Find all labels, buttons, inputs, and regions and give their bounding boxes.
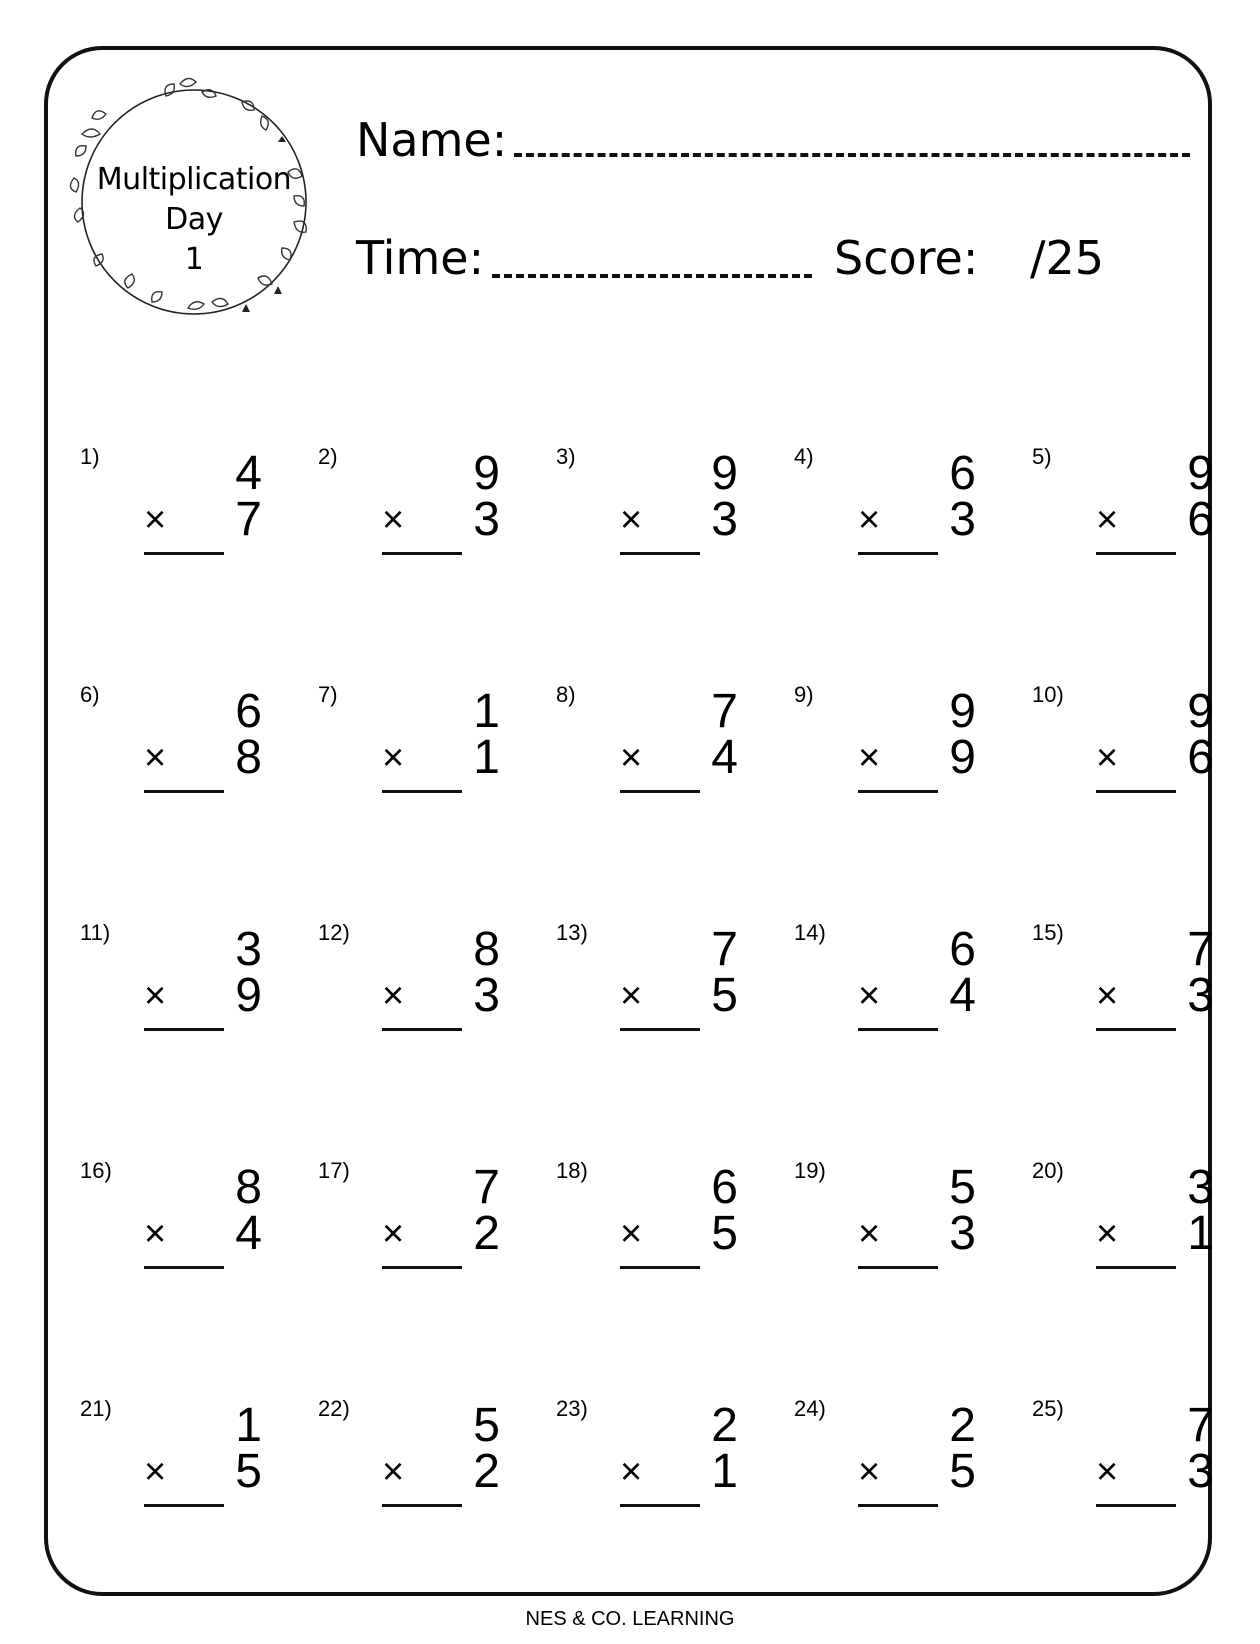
problem-24 (794, 1396, 994, 1546)
times-sign: × (1096, 1213, 1119, 1255)
answer-line[interactable] (1096, 1266, 1176, 1269)
problem-number: 24) (794, 1396, 826, 1421)
times-sign: × (620, 737, 643, 779)
multiplicand: 1 (235, 1399, 262, 1452)
answer-line[interactable] (382, 552, 462, 555)
problem-number: 13) (556, 920, 588, 945)
problem-5 (1032, 444, 1232, 594)
times-sign: × (1096, 499, 1119, 541)
multiplier: 3 (1187, 969, 1214, 1022)
multiplier: 9 (235, 969, 262, 1022)
answer-line[interactable] (620, 790, 700, 793)
answer-line[interactable] (858, 552, 938, 555)
multiplicand: 7 (1187, 1399, 1214, 1452)
times-sign: × (620, 1451, 643, 1493)
multiplier-row (144, 970, 262, 1022)
problem-25 (1032, 1396, 1232, 1546)
problem-21 (80, 1396, 280, 1546)
problem-number: 3) (556, 444, 576, 469)
multiplier-row (144, 1208, 262, 1260)
problem-23 (556, 1396, 756, 1546)
answer-line[interactable] (382, 1266, 462, 1269)
problem-number: 17) (318, 1158, 350, 1183)
answer-line[interactable] (858, 1028, 938, 1031)
answer-line[interactable] (382, 1504, 462, 1507)
problem-12 (318, 920, 518, 1070)
multiplier: 3 (711, 493, 738, 546)
multiplier-row (858, 494, 976, 546)
times-sign: × (858, 975, 881, 1017)
answer-line[interactable] (620, 1266, 700, 1269)
times-sign: × (1096, 1451, 1119, 1493)
multiplicand: 7 (711, 923, 738, 976)
answer-line[interactable] (382, 1028, 462, 1031)
multiplier: 3 (1187, 1445, 1214, 1498)
multiplier-row (144, 732, 262, 784)
problem-20 (1032, 1158, 1232, 1308)
multiplier-row (858, 1208, 976, 1260)
multiplier-row (382, 494, 500, 546)
multiplicand: 4 (235, 447, 262, 500)
multiplier: 6 (1187, 493, 1214, 546)
multiplier: 8 (235, 731, 262, 784)
times-sign: × (858, 1213, 881, 1255)
multiplier-row (858, 732, 976, 784)
multiplier-row (1096, 732, 1214, 784)
times-sign: × (858, 737, 881, 779)
problem-18 (556, 1158, 756, 1308)
footer-credit: NES & CO. LEARNING (525, 1608, 735, 1630)
multiplier-row (1096, 494, 1214, 546)
problem-number: 10) (1032, 682, 1064, 707)
answer-line[interactable] (620, 552, 700, 555)
problem-11 (80, 920, 280, 1070)
multiplier-row (1096, 1208, 1214, 1260)
badge-line-3: 1 (184, 242, 204, 277)
multiplicand: 8 (473, 923, 500, 976)
problem-number: 21) (80, 1396, 112, 1421)
multiplier: 1 (711, 1445, 738, 1498)
multiplier-row (620, 970, 738, 1022)
multiplier: 9 (949, 731, 976, 784)
multiplicand: 7 (711, 685, 738, 738)
multiplier-row (620, 494, 738, 546)
multiplier: 3 (949, 1207, 976, 1260)
multiplier-row (620, 1446, 738, 1498)
multiplier-row (1096, 1446, 1214, 1498)
problem-number: 23) (556, 1396, 588, 1421)
problem-number: 6) (80, 682, 100, 707)
problem-number: 16) (80, 1158, 112, 1183)
problem-number: 22) (318, 1396, 350, 1421)
multiplicand: 6 (949, 447, 976, 500)
answer-line[interactable] (1096, 790, 1176, 793)
badge-title (82, 160, 306, 280)
multiplicand: 7 (473, 1161, 500, 1214)
multiplier-row (382, 732, 500, 784)
times-sign: × (858, 499, 881, 541)
times-sign: × (1096, 975, 1119, 1017)
problem-2 (318, 444, 518, 594)
problem-number: 4) (794, 444, 814, 469)
name-label: Name: (356, 113, 508, 167)
multiplier-row (620, 1208, 738, 1260)
answer-line[interactable] (144, 1504, 224, 1507)
times-sign: × (144, 499, 167, 541)
problem-22 (318, 1396, 518, 1546)
answer-line[interactable] (144, 1028, 224, 1031)
multiplicand: 6 (235, 685, 262, 738)
answer-line[interactable] (858, 790, 938, 793)
answer-line[interactable] (144, 790, 224, 793)
problem-17 (318, 1158, 518, 1308)
multiplicand: 2 (949, 1399, 976, 1452)
multiplier: 4 (711, 731, 738, 784)
multiplier: 4 (949, 969, 976, 1022)
score-label: Score: (834, 231, 979, 285)
times-sign: × (144, 1213, 167, 1255)
multiplier-row (144, 1446, 262, 1498)
answer-line[interactable] (620, 1504, 700, 1507)
problem-number: 18) (556, 1158, 588, 1183)
multiplicand: 3 (235, 923, 262, 976)
multiplier: 3 (949, 493, 976, 546)
multiplicand: 9 (1187, 685, 1214, 738)
multiplier-row (620, 732, 738, 784)
multiplicand: 9 (473, 447, 500, 500)
problem-number: 19) (794, 1158, 826, 1183)
problem-number: 12) (318, 920, 350, 945)
multiplicand: 9 (949, 685, 976, 738)
problem-number: 5) (1032, 444, 1052, 469)
multiplier: 5 (949, 1445, 976, 1498)
multiplier: 1 (1187, 1207, 1214, 1260)
times-sign: × (382, 737, 405, 779)
problem-number: 25) (1032, 1396, 1064, 1421)
problem-number: 15) (1032, 920, 1064, 945)
problem-13 (556, 920, 756, 1070)
answer-line[interactable] (144, 1266, 224, 1269)
badge-line-1: Multiplication (96, 162, 292, 197)
multiplier-row (858, 970, 976, 1022)
multiplicand: 1 (473, 685, 500, 738)
times-sign: × (382, 499, 405, 541)
multiplier: 5 (711, 1207, 738, 1260)
answer-line[interactable] (620, 1028, 700, 1031)
times-sign: × (858, 1451, 881, 1493)
badge-line-2: Day (165, 202, 223, 237)
multiplier: 5 (711, 969, 738, 1022)
multiplicand: 8 (235, 1161, 262, 1214)
times-sign: × (620, 975, 643, 1017)
multiplier-row (1096, 970, 1214, 1022)
problem-9 (794, 682, 994, 832)
multiplier-row (382, 1446, 500, 1498)
multiplier: 1 (473, 731, 500, 784)
times-sign: × (144, 737, 167, 779)
score-total: /25 (1030, 231, 1105, 285)
time-field-line[interactable] (492, 274, 812, 278)
multiplicand: 5 (949, 1161, 976, 1214)
multiplier: 6 (1187, 731, 1214, 784)
problem-14 (794, 920, 994, 1070)
multiplicand: 5 (473, 1399, 500, 1452)
answer-line[interactable] (144, 552, 224, 555)
problem-7 (318, 682, 518, 832)
answer-line[interactable] (1096, 1504, 1176, 1507)
problem-10 (1032, 682, 1232, 832)
multiplier-row (382, 1208, 500, 1260)
answer-line[interactable] (1096, 1028, 1176, 1031)
problem-number: 8) (556, 682, 576, 707)
problem-3 (556, 444, 756, 594)
answer-line[interactable] (382, 790, 462, 793)
multiplier: 7 (235, 493, 262, 546)
problem-6 (80, 682, 280, 832)
times-sign: × (1096, 737, 1119, 779)
problem-number: 2) (318, 444, 338, 469)
answer-line[interactable] (858, 1266, 938, 1269)
problem-19 (794, 1158, 994, 1308)
times-sign: × (620, 499, 643, 541)
problem-1 (80, 444, 280, 594)
times-sign: × (620, 1213, 643, 1255)
time-label: Time: (356, 231, 485, 285)
multiplicand: 9 (1187, 447, 1214, 500)
problem-number: 11) (80, 920, 111, 945)
answer-line[interactable] (1096, 552, 1176, 555)
problem-number: 1) (80, 444, 100, 469)
multiplicand: 3 (1187, 1161, 1214, 1214)
multiplier: 3 (473, 969, 500, 1022)
times-sign: × (382, 1451, 405, 1493)
multiplier: 2 (473, 1207, 500, 1260)
multiplier-row (858, 1446, 976, 1498)
multiplier: 3 (473, 493, 500, 546)
answer-line[interactable] (858, 1504, 938, 1507)
multiplier: 4 (235, 1207, 262, 1260)
problem-15 (1032, 920, 1232, 1070)
multiplicand: 2 (711, 1399, 738, 1452)
problem-number: 14) (794, 920, 826, 945)
times-sign: × (382, 1213, 405, 1255)
multiplier-row (144, 494, 262, 546)
wreath-badge (62, 72, 326, 328)
times-sign: × (144, 1451, 167, 1493)
multiplier-row (382, 970, 500, 1022)
multiplicand: 6 (949, 923, 976, 976)
problem-8 (556, 682, 756, 832)
multiplicand: 7 (1187, 923, 1214, 976)
problem-number: 7) (318, 682, 338, 707)
multiplier: 2 (473, 1445, 500, 1498)
problem-4 (794, 444, 994, 594)
times-sign: × (144, 975, 167, 1017)
multiplier: 5 (235, 1445, 262, 1498)
name-field-line[interactable] (514, 153, 1190, 157)
times-sign: × (382, 975, 405, 1017)
multiplicand: 6 (711, 1161, 738, 1214)
problem-number: 20) (1032, 1158, 1064, 1183)
problem-number: 9) (794, 682, 814, 707)
problem-16 (80, 1158, 280, 1308)
multiplicand: 9 (711, 447, 738, 500)
